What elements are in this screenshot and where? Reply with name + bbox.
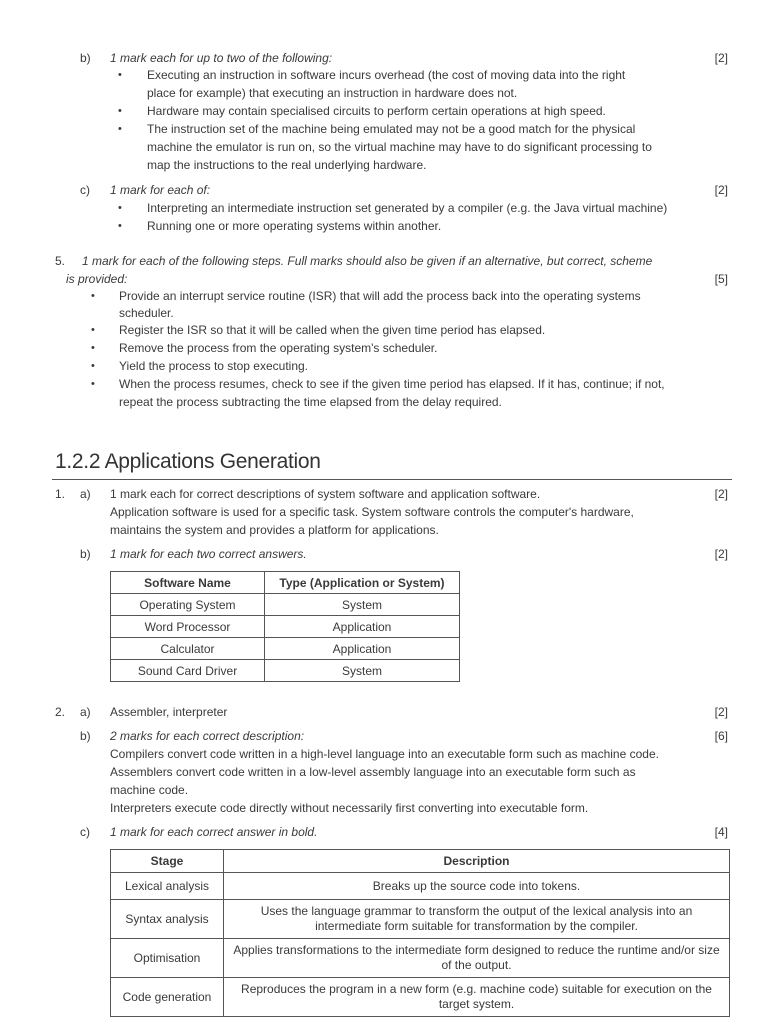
table-cell: Uses the language grammar to transform the output of the lexical analysis into an intermediate form suitable for transformation by the compiler. — [224, 900, 730, 939]
software-type-table — [110, 571, 460, 682]
q4b-bullet-2-line-1: Hardware may contain specialised circuits to perform certain operations at high speed. — [147, 104, 606, 118]
s2-b-line-2: Assemblers convert code written in a low-level assembly language into an executable form such as — [110, 765, 636, 779]
table-cell: Reproduces the program in a new form (e.g. machine code) suitable for execution on the target system. — [224, 978, 730, 1017]
table-header-cell: Software Name — [111, 572, 265, 594]
q4b-intro: 1 mark each for up to two of the following: — [110, 51, 333, 65]
table-row — [111, 939, 730, 978]
s1-b-marks: [2] — [714, 547, 728, 561]
s2-b-intro: 2 marks for each correct description: — [110, 729, 305, 743]
q4c-marks: [2] — [714, 183, 728, 197]
q4c-bullet-2-line-1: Running one or more operating systems within another. — [147, 219, 442, 233]
s2-a-label: a) — [80, 705, 91, 719]
s1-a-marks: [2] — [714, 487, 728, 501]
s2-c-marks: [4] — [714, 825, 728, 839]
s2-a-marks: [2] — [714, 705, 728, 719]
q5-intro-line-2: is provided: — [66, 272, 128, 286]
table-header-row — [111, 572, 460, 594]
bullet-icon: • — [91, 378, 95, 390]
s1-b-intro: 1 mark for each two correct answers. — [110, 547, 307, 561]
table-row — [111, 660, 460, 682]
table-cell: Sound Card Driver — [111, 660, 265, 682]
table-row — [111, 978, 730, 1017]
table-cell: System — [265, 660, 460, 682]
s2-b-marks: [6] — [714, 729, 728, 743]
s2-b-line-1: Compilers convert code written in a high-level language into an executable form such as machine code. — [110, 747, 659, 761]
table-cell: Syntax analysis — [111, 900, 224, 939]
q4b-bullet-3-line-1: The instruction set of the machine being emulated may not be a good match for the physical — [147, 122, 636, 136]
table-cell: Word Processor — [111, 616, 265, 638]
table-cell: Lexical analysis — [111, 873, 224, 900]
bullet-icon: • — [91, 360, 95, 372]
q5-intro-line-1: 1 mark for each of the following steps. Full marks should also be given if an alternative, but correct, scheme — [82, 254, 653, 268]
table-row — [111, 638, 460, 660]
s1-a-line-2: Application software is used for a specific task. System software controls the computer's hardware, — [110, 505, 634, 519]
table-header-cell: Description — [224, 850, 730, 873]
table-row — [111, 594, 460, 616]
q4c-bullet-1-line-1: Interpreting an intermediate instruction set generated by a compiler (e.g. the Java virtual machine) — [147, 201, 668, 215]
q5-bullet-4-line-1: Yield the process to stop executing. — [119, 359, 308, 373]
table-cell: Optimisation — [111, 939, 224, 978]
s2-c-intro: 1 mark for each correct answer in bold. — [110, 825, 318, 839]
bullet-icon: • — [118, 69, 122, 81]
q5-number: 5. — [55, 254, 66, 268]
bullet-icon: • — [118, 123, 122, 135]
table-cell: Applies transformations to the intermediate form designed to reduce the runtime and/or size of the output. — [224, 939, 730, 978]
table-cell: Breaks up the source code into tokens. — [224, 873, 730, 900]
s2-number: 2. — [55, 705, 66, 719]
q5-bullet-5-line-2: repeat the process subtracting the time elapsed from the delay required. — [119, 395, 502, 409]
s2-c-label: c) — [80, 825, 90, 839]
q5-bullet-2-line-1: Register the ISR so that it will be called when the given time period has elapsed. — [119, 323, 546, 337]
q4c-intro: 1 mark for each of: — [110, 183, 211, 197]
q4b-bullet-1-line-2: place for example) that executing an instruction in hardware does not. — [147, 86, 518, 100]
table-header-cell: Stage — [111, 850, 224, 873]
q4b-bullet-1-line-1: Executing an instruction in software incurs overhead (the cost of moving data into the right — [147, 68, 626, 82]
table-cell: Application — [265, 638, 460, 660]
bullet-icon: • — [118, 220, 122, 232]
section-divider — [52, 479, 732, 480]
bullet-icon: • — [91, 290, 95, 302]
q4b-bullet-3-line-3: map the instructions to the real underlying hardware. — [147, 158, 427, 172]
s2-b-line-4: Interpreters execute code directly without necessarily first converting into executable form. — [110, 801, 589, 815]
bullet-icon: • — [91, 342, 95, 354]
s2-a-text: Assembler, interpreter — [110, 705, 228, 719]
q4b-bullet-3-line-2: machine the emulator is run on, so the virtual machine may have to do significant processing to — [147, 140, 652, 154]
table-row — [111, 900, 730, 939]
table-cell: Calculator — [111, 638, 265, 660]
bullet-icon: • — [91, 324, 95, 336]
s1-a-label: a) — [80, 487, 91, 501]
s1-a-line-3: maintains the system and provides a platform for applications. — [110, 523, 439, 537]
table-row — [111, 873, 730, 900]
s2-b-label: b) — [80, 729, 91, 743]
q5-marks: [5] — [714, 272, 728, 286]
q5-bullet-1-line-2: scheduler. — [119, 306, 174, 320]
q5-bullet-3-line-1: Remove the process from the operating system's scheduler. — [119, 341, 438, 355]
s1-number: 1. — [55, 487, 66, 501]
table-row — [111, 616, 460, 638]
table-cell: Application — [265, 616, 460, 638]
table-cell: Operating System — [111, 594, 265, 616]
bullet-icon: • — [118, 105, 122, 117]
q5-bullet-1-line-1: Provide an interrupt service routine (ISR) that will add the process back into the operating systems — [119, 289, 641, 303]
table-header-cell: Type (Application or System) — [265, 572, 460, 594]
q4b-marks: [2] — [714, 51, 728, 65]
section-title: 1.2.2 Applications Generation — [55, 450, 321, 473]
q5-bullet-5-line-1: When the process resumes, check to see if the given time period has elapsed. If it has, continue; if not, — [119, 377, 665, 391]
q4c-label: c) — [80, 183, 90, 197]
table-header-row — [111, 850, 730, 873]
bullet-icon: • — [118, 202, 122, 214]
table-cell: Code generation — [111, 978, 224, 1017]
s1-b-label: b) — [80, 547, 91, 561]
table-cell: System — [265, 594, 460, 616]
compiler-stages-table — [110, 849, 730, 1017]
s1-a-line-1: 1 mark each for correct descriptions of system software and application software. — [110, 487, 541, 501]
q4b-label: b) — [80, 51, 91, 65]
s2-b-line-3: machine code. — [110, 783, 189, 797]
